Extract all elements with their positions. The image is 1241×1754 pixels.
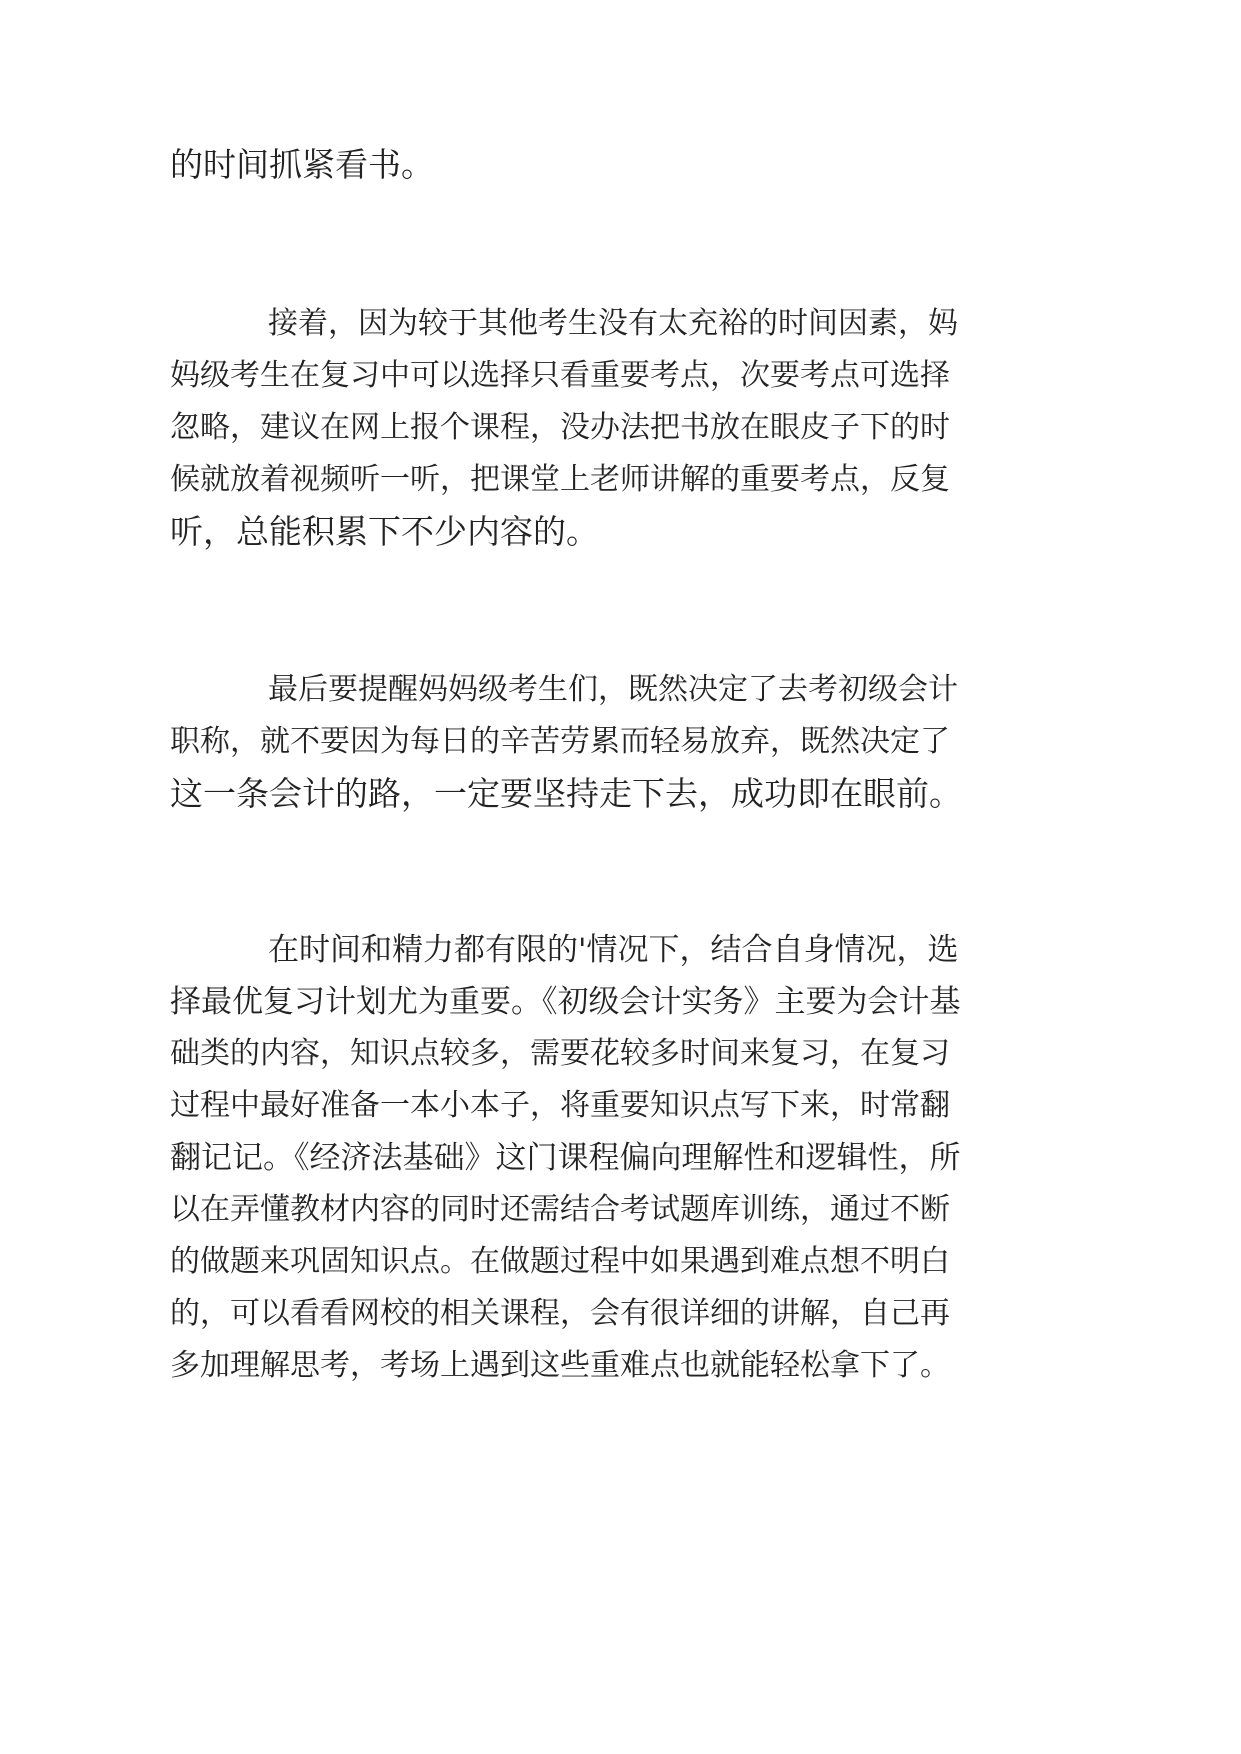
paragraph-2-line-4: 候就放着视频听一听，把课堂上老师讲解的重要考点，反复 (170, 462, 950, 497)
paragraph-1-line-1: 的时间抓紧看书。 (170, 145, 434, 184)
paragraph-4-line-7: 的做题来巩固知识点。在做题过程中如果遇到难点想不明白 (170, 1244, 950, 1279)
paragraph-4-line-1: 在时间和精力都有限的'情况下，结合自身情况，选 (268, 932, 959, 968)
paragraph-4-line-5: 翻记记。《经济法基础》这门课程偏向理解性和逻辑性，所 (170, 1140, 961, 1176)
paragraph-4-line-3: 础类的内容，知识点较多，需要花较多时间来复习，在复习 (170, 1036, 950, 1071)
paragraph-2-line-2: 妈级考生在复习中可以选择只看重要考点，次要考点可选择 (170, 358, 950, 393)
paragraph-4-line-2: 择最优复习计划尤为重要。《初级会计实务》主要为会计基 (170, 984, 961, 1020)
paragraph-4-line-9: 多加理解思考，考场上遇到这些重难点也就能轻松拿下了。 (170, 1348, 950, 1383)
paragraph-4-line-4: 过程中最好准备一本小本子，将重要知识点写下来，时常翻 (170, 1088, 950, 1123)
paragraph-4-line-6: 以在弄懂教材内容的同时还需结合考试题库训练，通过不断 (170, 1192, 950, 1227)
paragraph-3-line-2: 职称，就不要因为每日的辛苦劳累而轻易放弃，既然决定了 (170, 724, 950, 759)
paragraph-3-line-1: 最后要提醒妈妈级考生们，既然决定了去考初级会计 (268, 672, 958, 707)
paragraph-2-line-5: 听，总能积累下不少内容的。 (170, 512, 599, 551)
paragraph-2-line-3: 忽略，建议在网上报个课程，没办法把书放在眼皮子下的时 (170, 410, 950, 445)
paragraph-3-line-3: 这一条会计的路，一定要坚持走下去，成功即在眼前。 (170, 774, 962, 813)
paragraph-4-line-8: 的，可以看看网校的相关课程，会有很详细的讲解，自己再 (170, 1296, 950, 1331)
paragraph-2-line-1: 接着，因为较于其他考生没有太充裕的时间因素，妈 (268, 306, 958, 341)
